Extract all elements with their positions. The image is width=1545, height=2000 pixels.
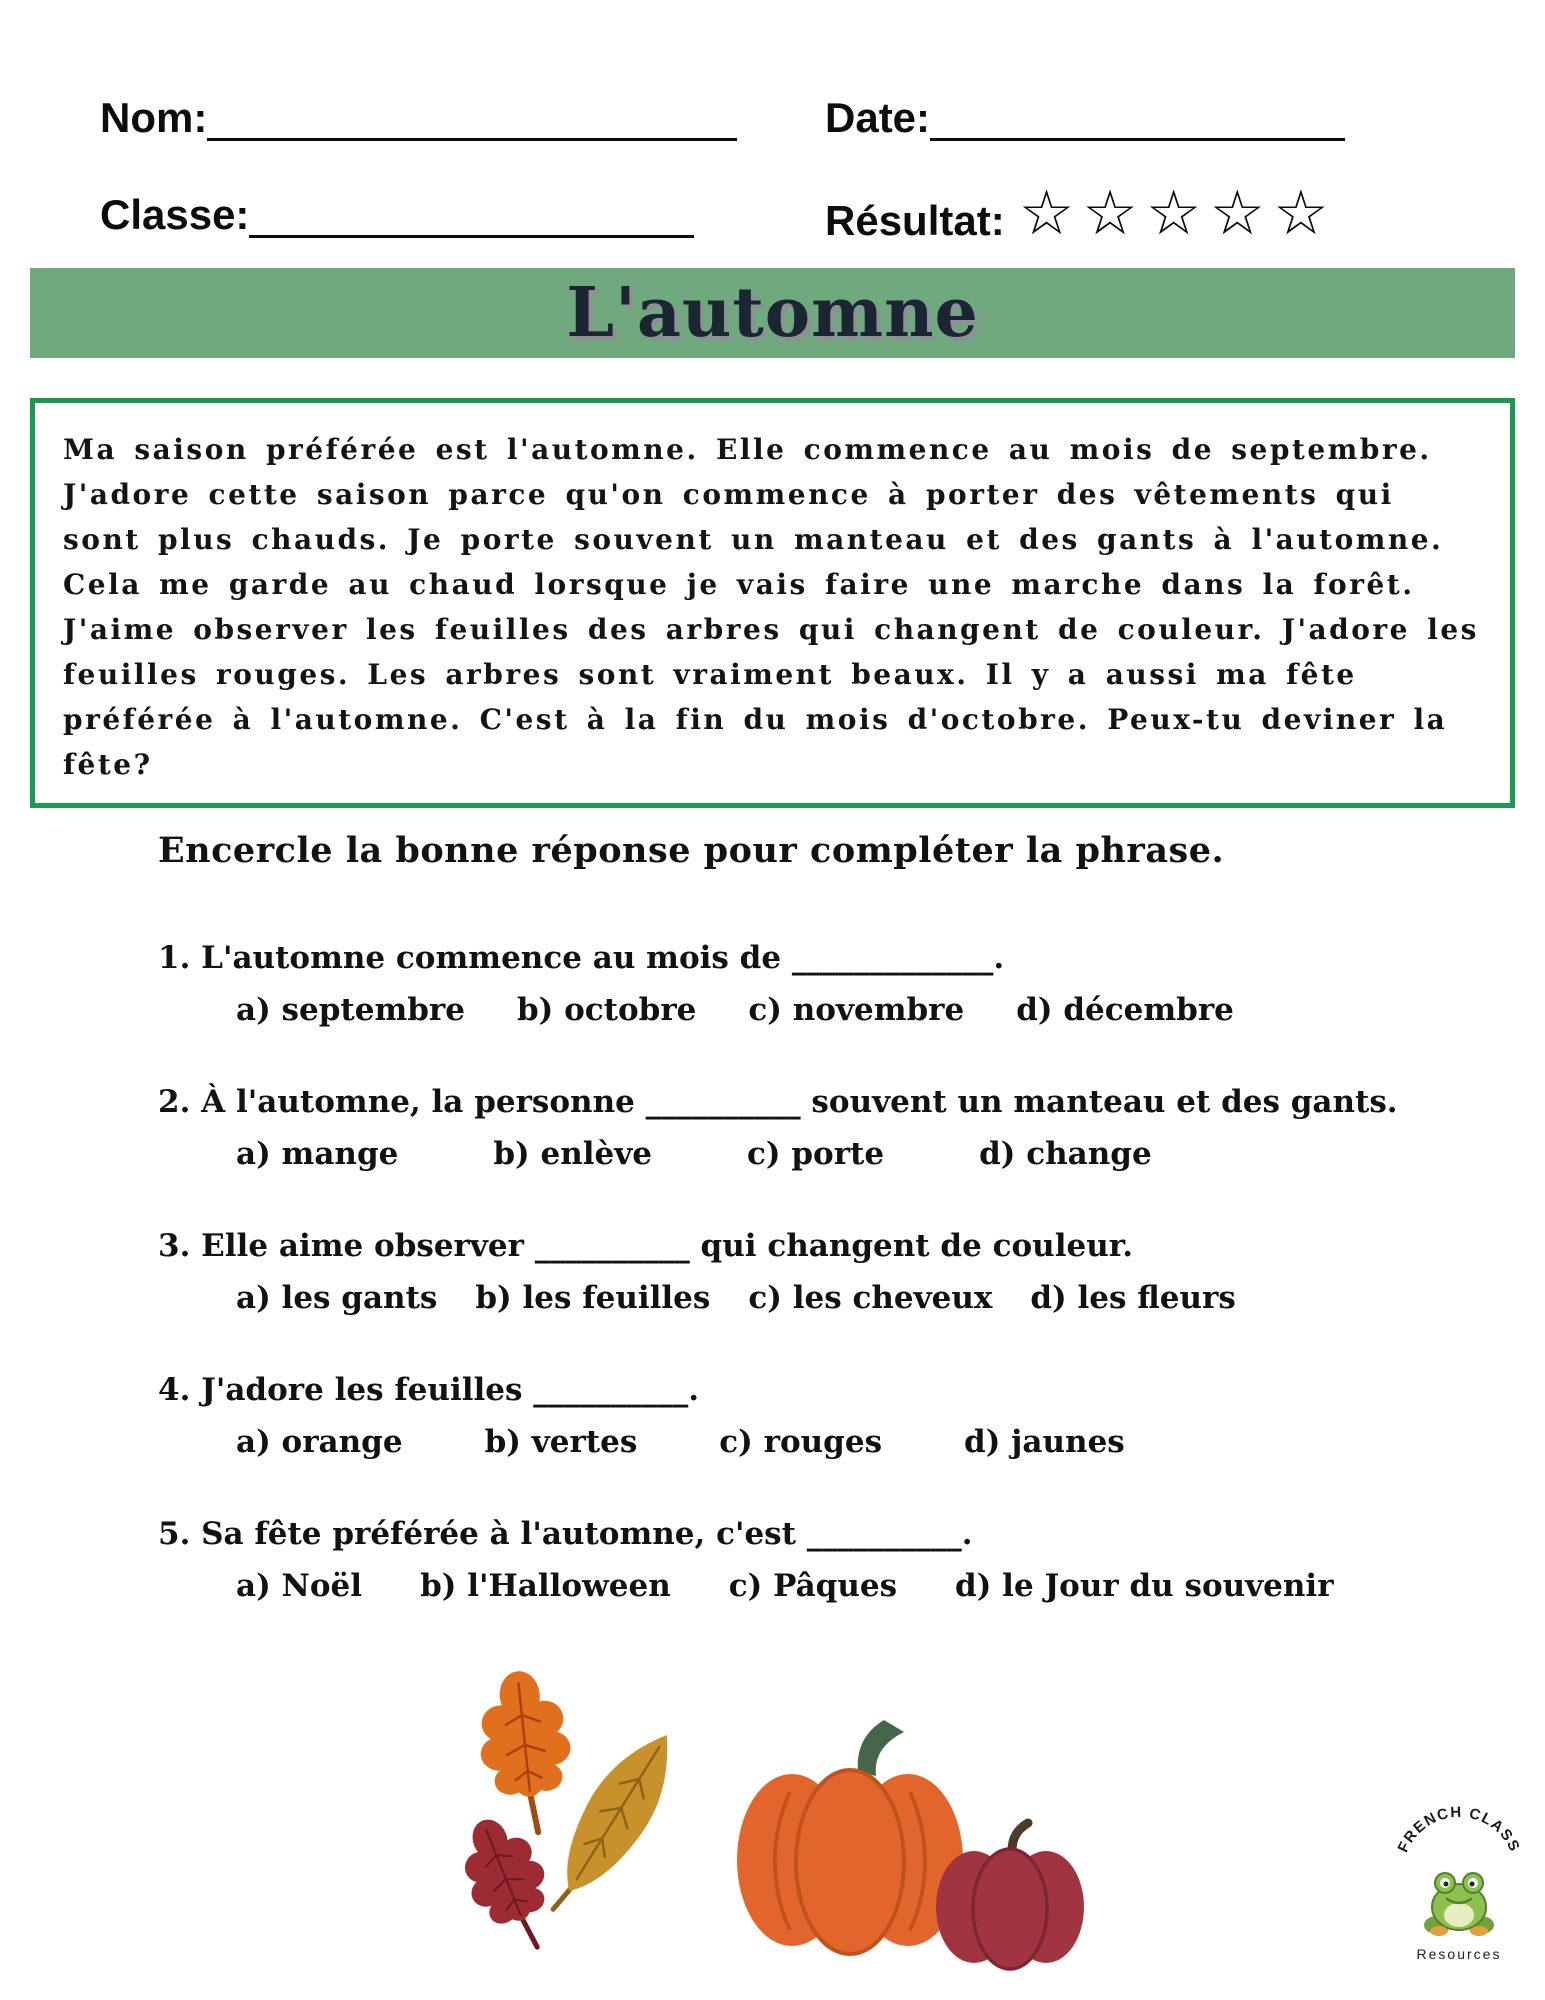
logo-sub-text: Resources: [1416, 1946, 1502, 1962]
answer-option[interactable]: b) les feuilles: [475, 1280, 711, 1316]
page-title: L'automne: [566, 273, 979, 353]
reading-passage-box: [30, 398, 1515, 808]
answer-option[interactable]: a) septembre: [236, 992, 465, 1028]
question-prompt: 3. Elle aime observer __________ qui changent de couleur.: [158, 1228, 1134, 1264]
answer-option[interactable]: b) octobre: [516, 992, 697, 1028]
answer-option[interactable]: b) vertes: [484, 1424, 638, 1460]
answer-option[interactable]: c) porte: [747, 1136, 885, 1172]
answer-option[interactable]: d) décembre: [1016, 992, 1234, 1028]
name-field: [100, 95, 737, 141]
answer-option[interactable]: d) jaunes: [964, 1424, 1125, 1460]
answer-option[interactable]: d) les fleurs: [1030, 1280, 1236, 1316]
questions-list: [158, 938, 1488, 1658]
answer-option[interactable]: a) Noël: [236, 1568, 363, 1604]
reading-passage: Ma saison préférée est l'automne. Elle commence au mois de septembre. J'adore cette saison parce qu'on commence à porter des vêtements qui sont plus chauds. Je porte souvent un manteau et des gants à l'automne. Cela me garde au chaud lorsque je vais faire une marche dans la forêt. J'aime observer les feuilles des arbres qui changent de couleur. J'adore les feuilles rouges. Les arbres sont vraiment beaux. Il y a aussi ma fête préférée à l'automne. C'est à la fin du mois d'octobre. Peux-tu deviner la fête?: [63, 433, 1479, 781]
answer-option[interactable]: c) novembre: [748, 992, 965, 1028]
star-icon: ☆: [1018, 176, 1075, 249]
question-prompt: 4. J'adore les feuilles __________.: [158, 1372, 700, 1408]
star-icon: ☆: [1209, 176, 1266, 249]
question-prompt: 2. À l'automne, la personne __________ souvent un manteau et des gants.: [158, 1084, 1398, 1120]
date-field: [825, 95, 1345, 141]
question-item-5: [158, 1514, 1488, 1606]
result-field: [825, 176, 1337, 249]
answer-option[interactable]: c) Pâques: [728, 1568, 898, 1604]
date-input-line[interactable]: [930, 97, 1345, 141]
question-prompt: 5. Sa fête préférée à l'automne, c'est __________.: [158, 1516, 973, 1552]
instruction-text: Encercle la bonne réponse pour compléter la phrase.: [158, 830, 1225, 871]
date-label: Date:: [825, 94, 931, 141]
answer-option[interactable]: d) le Jour du souvenir: [955, 1568, 1334, 1604]
autumn-illustration: [420, 1645, 1100, 1985]
question-options: [158, 1566, 1488, 1606]
star-icon: ☆: [1273, 176, 1329, 249]
name-input-line[interactable]: [207, 97, 737, 141]
question-options: [158, 990, 1488, 1030]
frog-icon: [1424, 1873, 1494, 1936]
question-item-1: [158, 938, 1488, 1030]
star-icon: ☆: [1145, 176, 1202, 249]
answer-option[interactable]: b) enlève: [493, 1136, 653, 1172]
star-icon: ☆: [1082, 176, 1138, 249]
question-prompt: 1. L'automne commence au mois de _____________.: [158, 940, 1005, 976]
name-label: Nom:: [100, 94, 208, 141]
question-options: [158, 1134, 1488, 1174]
question-item-4: [158, 1370, 1488, 1462]
answer-option[interactable]: a) orange: [236, 1424, 403, 1460]
orange-oak-leaf-icon: [473, 1667, 579, 1838]
class-field: [100, 192, 694, 238]
french-class-resources-logo: [1383, 1793, 1535, 1973]
class-label: Classe:: [100, 191, 250, 238]
orange-pumpkin-icon: [737, 1720, 963, 1954]
maroon-oak-leaf-icon: [447, 1806, 570, 1962]
question-item-3: [158, 1226, 1488, 1318]
logo-arc-text: FRENCH CLASS: [1394, 1803, 1524, 1856]
answer-option[interactable]: c) rouges: [719, 1424, 883, 1460]
class-input-line[interactable]: [249, 194, 694, 238]
title-banner: [30, 268, 1515, 358]
logo-arc-label: [1395, 1804, 1524, 1855]
result-label: Résultat:: [825, 196, 1005, 244]
result-stars: [1018, 176, 1337, 249]
question-item-2: [158, 1082, 1488, 1174]
question-options: [158, 1422, 1488, 1462]
answer-option[interactable]: d) change: [979, 1136, 1152, 1172]
answer-option[interactable]: b) l'Halloween: [420, 1568, 671, 1604]
answer-option[interactable]: a) les gants: [236, 1280, 438, 1316]
question-options: [158, 1278, 1488, 1318]
answer-option[interactable]: c) les cheveux: [748, 1280, 993, 1316]
answer-option[interactable]: a) mange: [236, 1136, 399, 1172]
